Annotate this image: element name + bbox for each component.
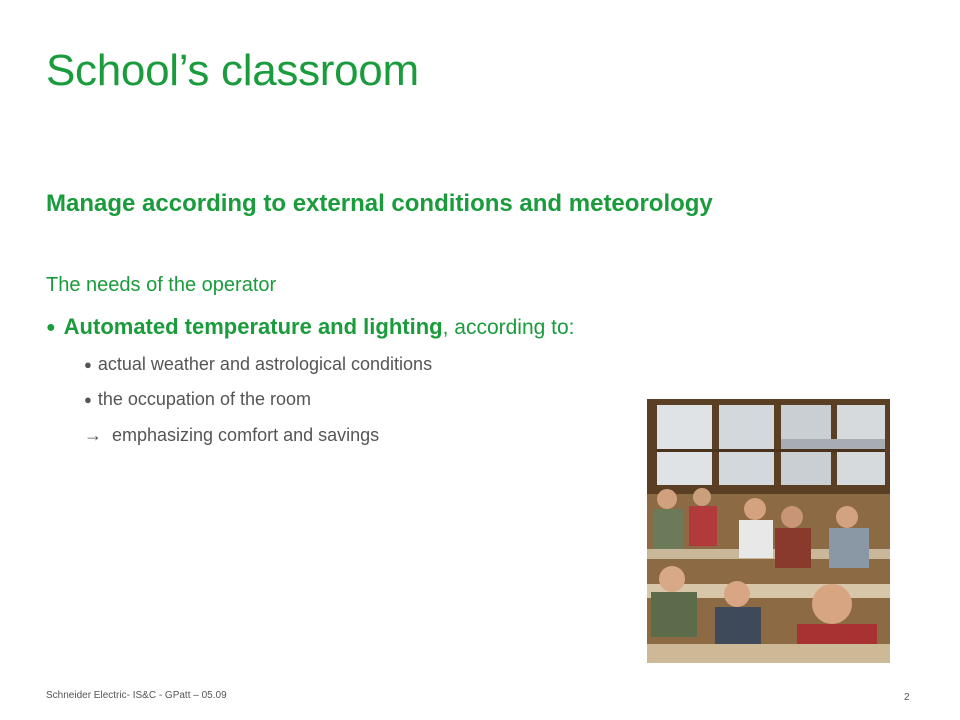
arrow-right-icon: → [84,425,102,445]
classroom-photo [647,399,890,663]
bullet-dot-icon: ● [84,357,92,372]
slide-title: School’s classroom [46,46,419,95]
bullet-main-bold: Automated temperature and lighting [63,314,443,339]
sub-bullet-weather [84,354,432,375]
page-number: 2 [904,692,910,703]
sub-bullet-text: actual weather and astrological conditions [97,354,433,374]
bullet-main [46,314,575,340]
sub-bullet-occupation [84,389,311,410]
bullet-dot-icon: ● [46,319,56,336]
needs-heading: The needs of the operator [46,274,277,296]
slide-subtitle: Manage according to external conditions and meteorology [46,190,713,217]
arrow-line [84,425,379,446]
bullet-dot-icon: ● [84,392,92,407]
bullet-main-rest: , according to: [442,316,575,339]
arrow-line-text: emphasizing comfort and savings [112,425,380,445]
footer-text: Schneider Electric- IS&C - GPatt – 05.09 [46,690,227,701]
sub-bullet-text: the occupation of the room [97,389,311,409]
